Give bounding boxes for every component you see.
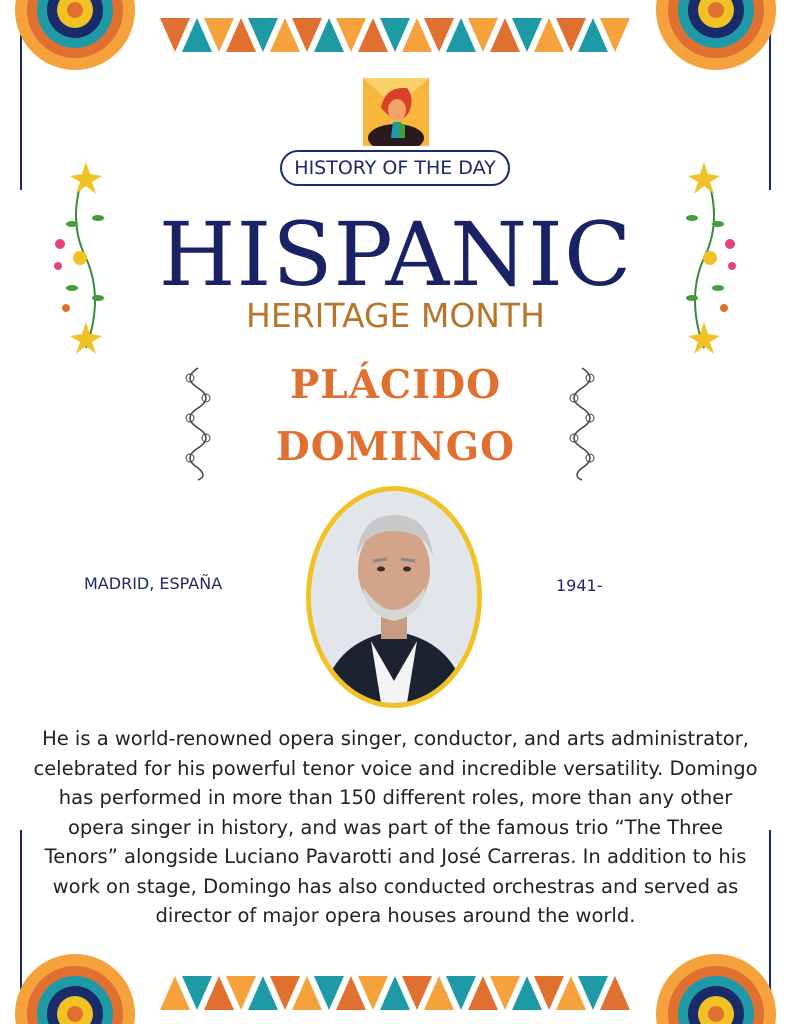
mandala-corner-icon [10, 0, 140, 120]
page-subtitle: HERITAGE MONTH [246, 296, 545, 335]
triangle-border-top [160, 16, 630, 56]
years-label: 1941- [556, 576, 603, 595]
portrait-illustration [311, 491, 477, 703]
history-of-the-day-badge [280, 150, 510, 186]
floral-garland-icon [684, 158, 744, 358]
floral-garland-icon [46, 158, 106, 358]
mandala-corner-icon [651, 0, 781, 120]
triangle-border-bottom [160, 974, 630, 1014]
page-title: HISPANIC [158, 203, 633, 306]
biography-text: He is a world-renowned opera singer, conductor, and arts administrator, celebrated for his powerful tenor voice and incredible versatility. Domingo has performed in more than 150 different roles, more than any other opera singer in history, and was part of the famous trio “The Three Tenors” alongside Luciano Pavarotti and José Carreras. In addition to his work on stage, Domingo has also conducted orchestras and served as director of major opera houses around the world. [33, 727, 758, 927]
birthplace-label: MADRID, ESPAÑA [84, 574, 223, 593]
person-portrait [306, 486, 482, 708]
person-name-first: PLÁCIDO [289, 362, 502, 408]
person-name-last: DOMINGO [275, 424, 516, 470]
aztec-figure-logo-icon [363, 78, 429, 146]
badge-label: HISTORY OF THE DAY [294, 157, 496, 179]
